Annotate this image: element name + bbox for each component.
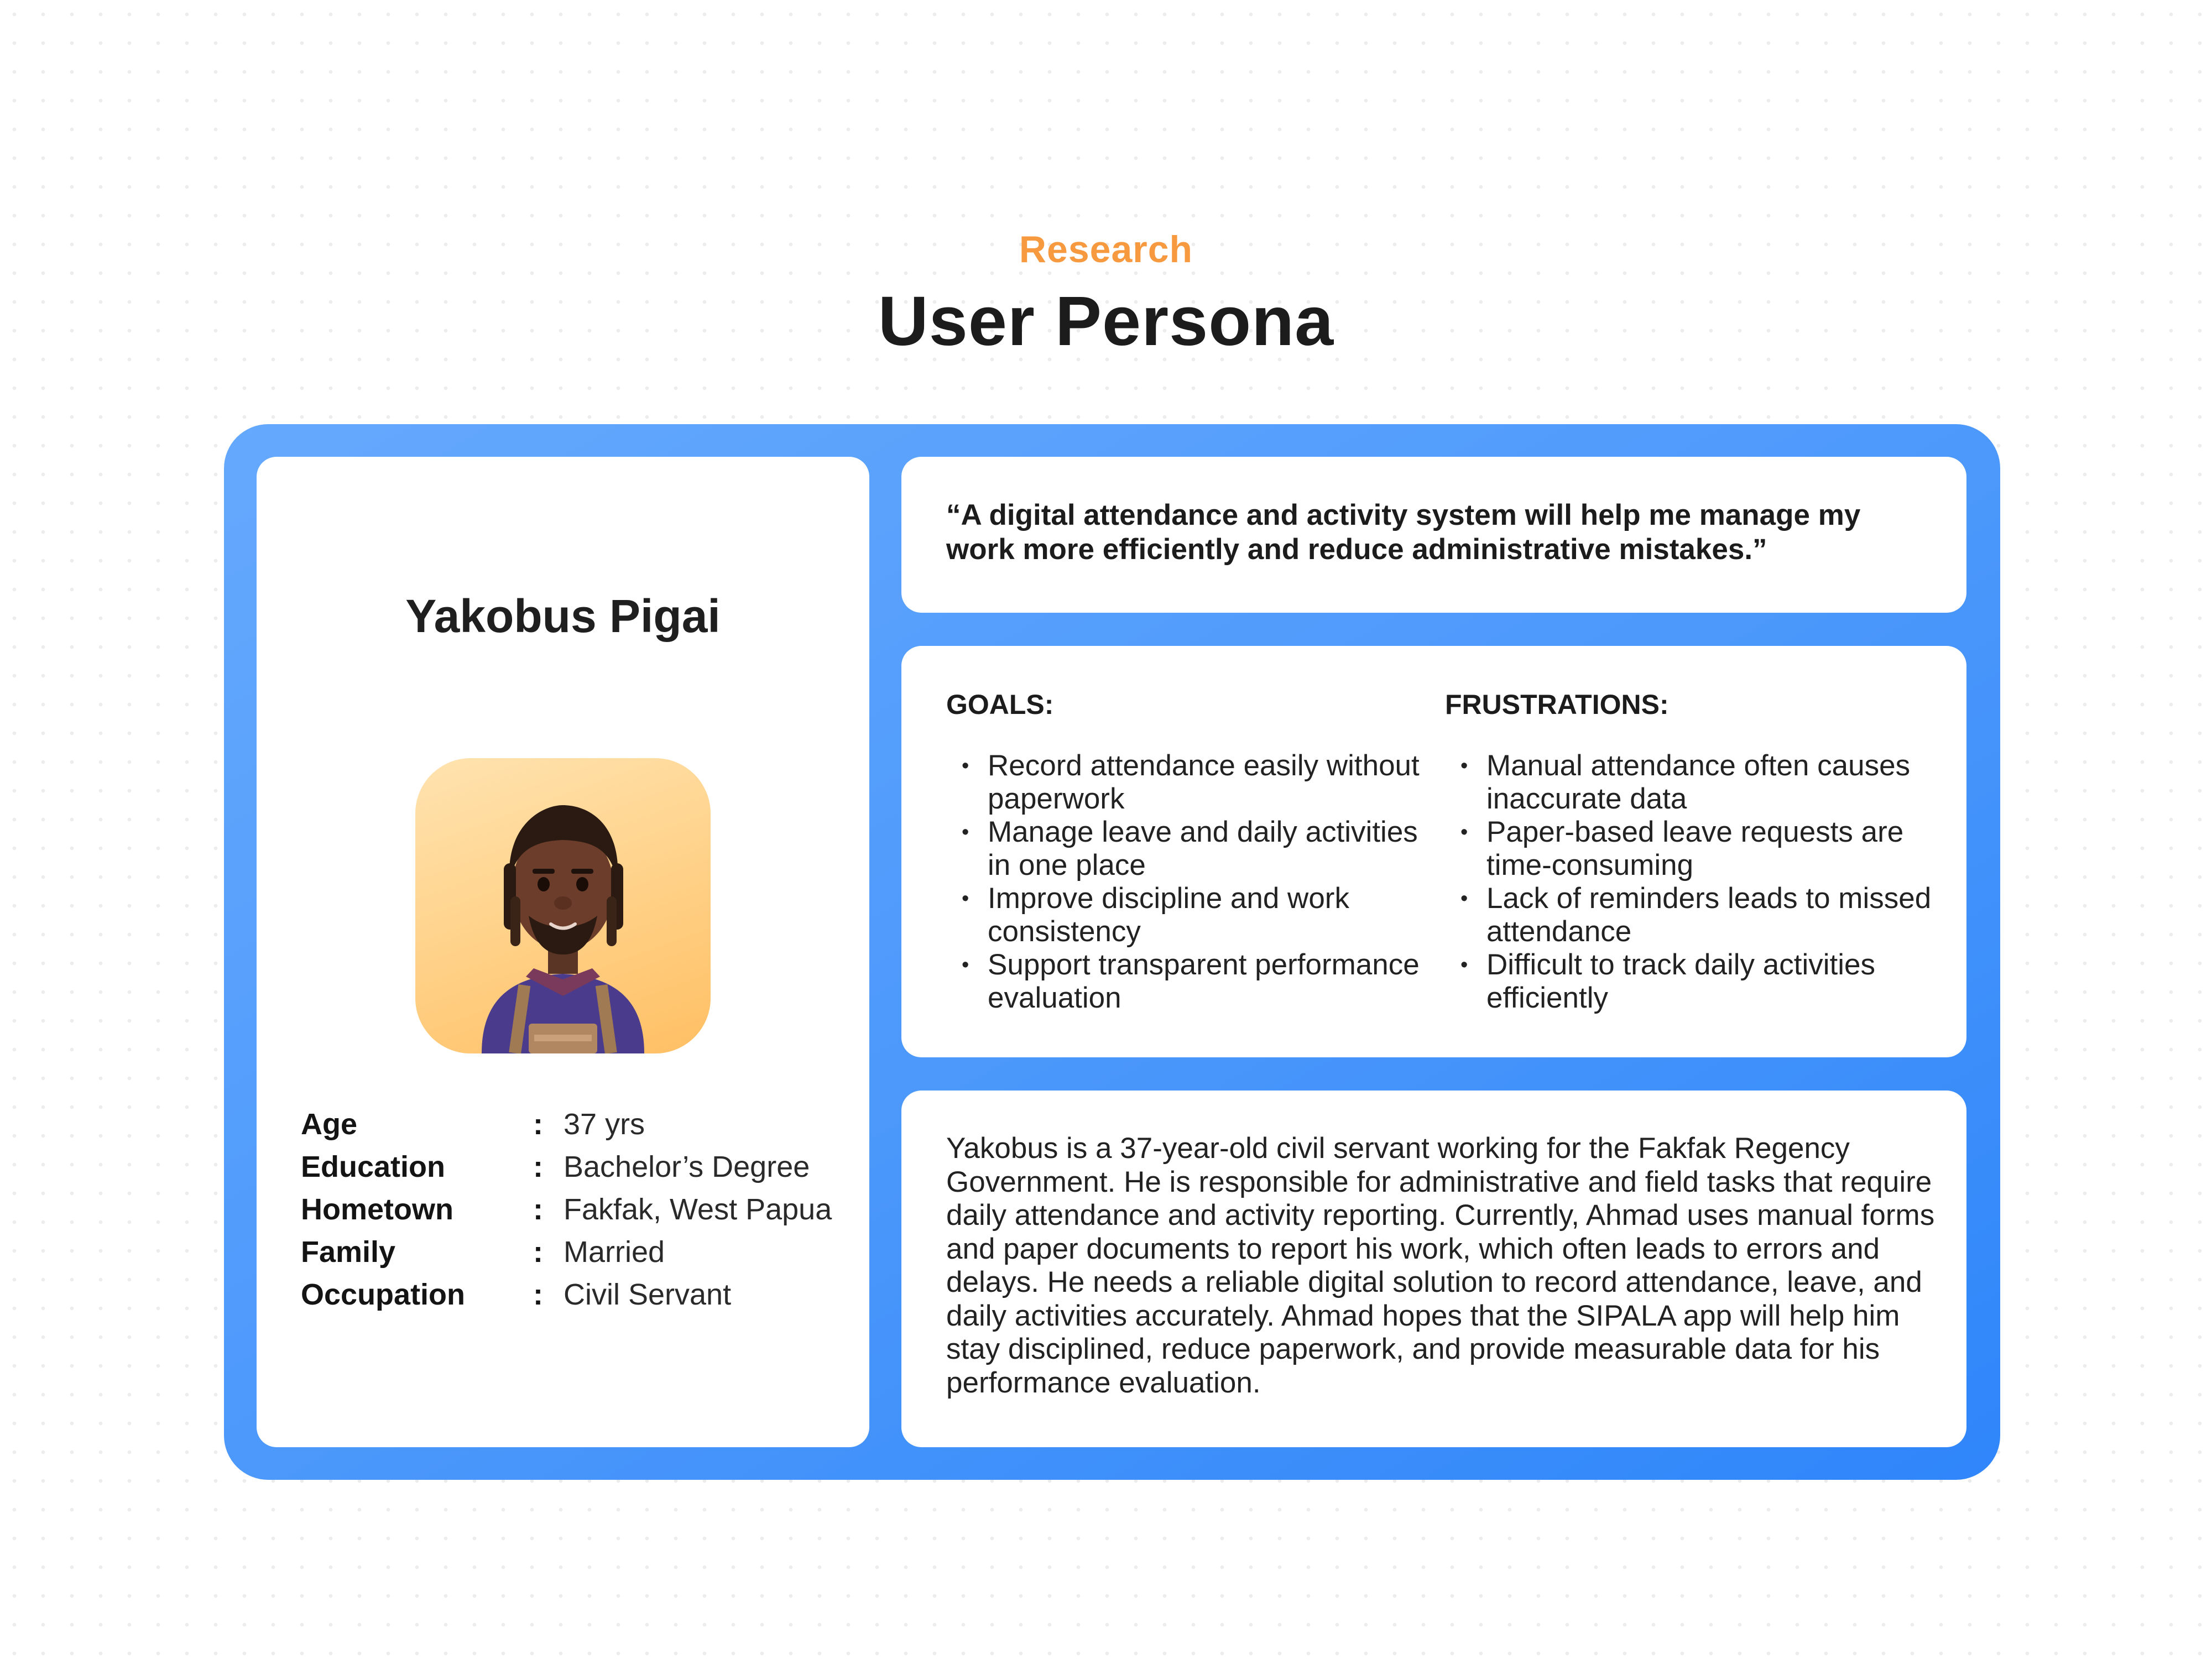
goals-list [946,749,1433,1015]
detail-label: Family [301,1235,396,1269]
list-item: • Paper-based leave requests are time-consuming [1445,816,1932,882]
detail-colon: : [533,1277,543,1311]
detail-colon: : [533,1235,543,1269]
detail-colon: : [533,1150,543,1183]
detail-row-occupation [301,1273,854,1316]
page-title: User Persona [878,282,1334,360]
detail-label: Hometown [301,1192,453,1226]
list-item: • Record attendance easily without paperwork [946,749,1433,816]
detail-row-age [301,1103,854,1145]
detail-value: Fakfak, West Papua [564,1192,832,1226]
list-item: • Lack of reminders leads to missed attendance [1445,882,1932,948]
persona-quote: “A digital attendance and activity system will help me manage my work more efficiently and reduce administrative mistakes.” [946,499,1861,566]
detail-label: Occupation [301,1277,466,1311]
detail-value: Bachelor’s Degree [564,1150,810,1183]
detail-row-family [301,1230,854,1273]
detail-value: Civil Servant [564,1277,732,1311]
list-item: • Support transparent performance evaluation [946,948,1433,1015]
detail-value: 37 yrs [564,1107,645,1141]
person-avatar-icon [415,758,711,1053]
detail-colon: : [533,1107,543,1141]
detail-row-hometown [301,1188,854,1230]
quote-card [901,457,1966,613]
persona-bio: Yakobus is a 37-year-old civil servant working for the Fakfak Regency Government. He is responsible for administrative and field tasks that require daily attendance and activity reporting. Currently, Ahmad uses manual forms and paper documents to report his work, which often leads to errors and delays. He needs a reliable digital solution to record attendance, leave, and daily activities accurately. Ahmad hopes that the SIPALA app will help him stay disciplined, reduce paperwork, and provide measurable data for his performance evaluation. [946,1132,1935,1399]
profile-card [257,457,869,1447]
detail-label: Education [301,1150,446,1183]
section-eyebrow: Research [1019,228,1193,270]
goals-section [946,688,1433,1015]
list-item: • Manage leave and daily activities in one place [946,816,1433,882]
goals-frustrations-card [901,646,1966,1057]
frustrations-section [1445,688,1932,1015]
avatar [415,758,711,1053]
list-item: • Manual attendance often causes inaccurate data [1445,749,1932,816]
detail-value: Married [564,1235,665,1269]
list-item: • Improve discipline and work consistency [946,882,1433,948]
persona-details [301,1103,854,1316]
detail-colon: : [533,1192,543,1226]
frustrations-list [1445,749,1932,1015]
detail-label: Age [301,1107,358,1141]
bio-card [901,1091,1966,1447]
detail-row-education [301,1145,854,1188]
frustrations-title: FRUSTRATIONS: [1445,689,1669,720]
list-item: • Difficult to track daily activities efficiently [1445,948,1932,1015]
goals-title: GOALS: [946,689,1054,720]
persona-name: Yakobus Pigai [405,590,721,642]
persona-frame [224,424,2000,1480]
